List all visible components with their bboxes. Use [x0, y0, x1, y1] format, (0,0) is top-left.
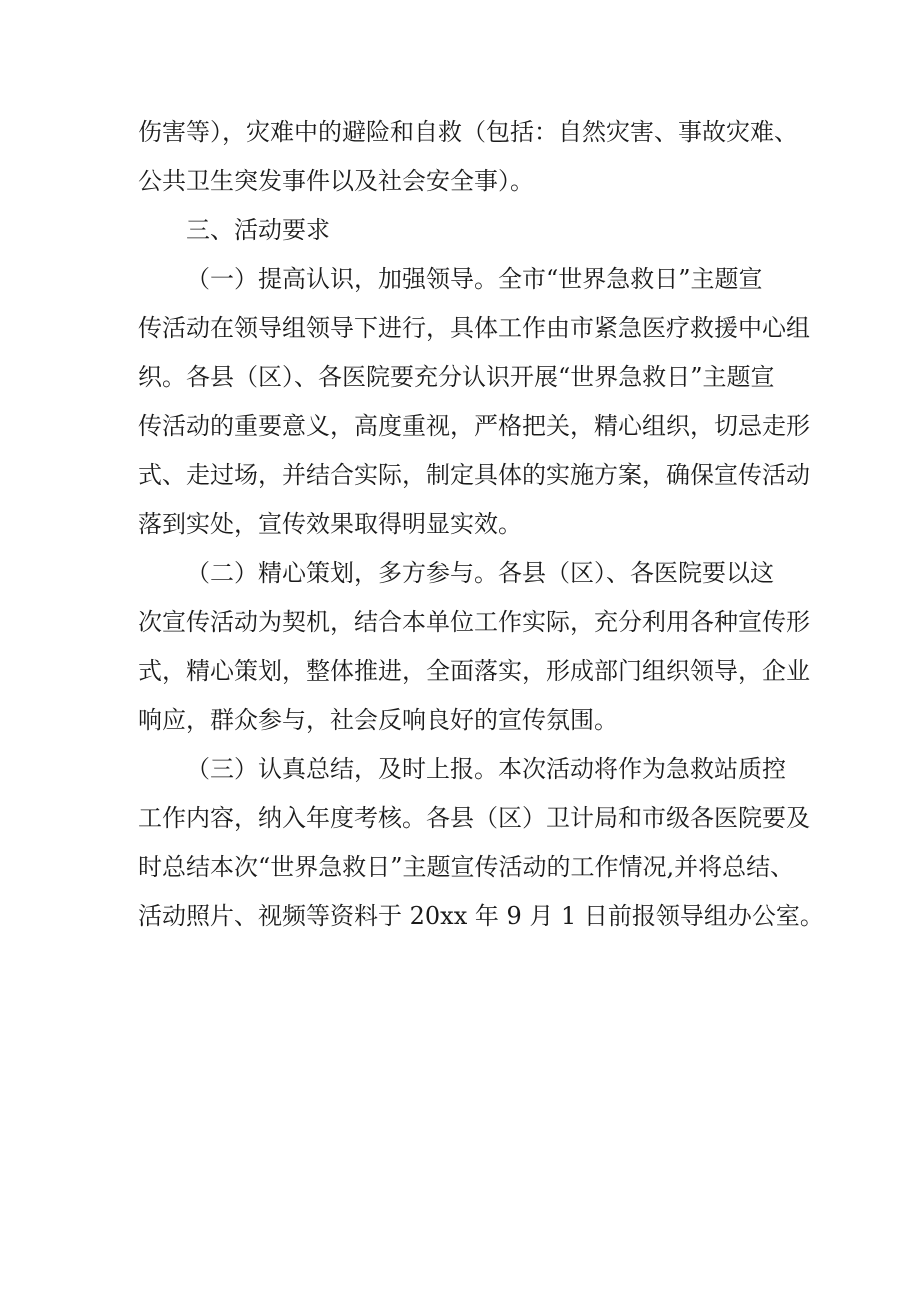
text-line: 式、走过场，并结合实际，制定具体的实施方案，确保宣传活动 — [138, 461, 810, 489]
text-line: 伤害等），灾难中的避险和自救（包括：自然灾害、事故灾难、 — [138, 118, 798, 146]
text-line: （一）提高认识，加强领导。全市“世界急救日”主题宣 — [186, 265, 763, 293]
text-line: 次宣传活动为契机，结合本单位工作实际，充分利用各种宣传形 — [138, 608, 810, 636]
text-line: 活动照片、视频等资料于 20xx 年 9 月 1 日前报领导组办公室。 — [138, 902, 824, 930]
text-line: （二）精心策划，多方参与。各县（区）、各医院要以这 — [186, 559, 774, 587]
text-line: 工作内容，纳入年度考核。各县（区）卫计局和市级各医院要及 — [138, 804, 810, 832]
text-line: （三）认真总结，及时上报。本次活动将作为急救站质控 — [186, 755, 786, 783]
text-line: 传活动的重要意义，高度重视，严格把关，精心组织，切忌走形 — [138, 412, 810, 440]
text-line: 时总结本次“世界急救日”主题宣传活动的工作情况,并将总结、 — [138, 853, 795, 881]
text-line: 落到实处，宣传效果取得明显实效。 — [138, 510, 522, 538]
section-heading: 三、活动要求 — [186, 216, 330, 244]
text-line: 公共卫生突发事件以及社会安全事）。 — [138, 167, 534, 195]
document-body — [138, 108, 824, 941]
text-line: 传活动在领导组领导下进行，具体工作由市紧急医疗救援中心组 — [138, 314, 810, 342]
text-line: 织。各县（区）、各医院要充分认识开展“世界急救日”主题宣 — [138, 363, 775, 391]
text-line: 式，精心策划，整体推进，全面落实，形成部门组织领导，企业 — [138, 657, 810, 685]
text-line: 响应，群众参与，社会反响良好的宣传氛围。 — [138, 706, 618, 734]
